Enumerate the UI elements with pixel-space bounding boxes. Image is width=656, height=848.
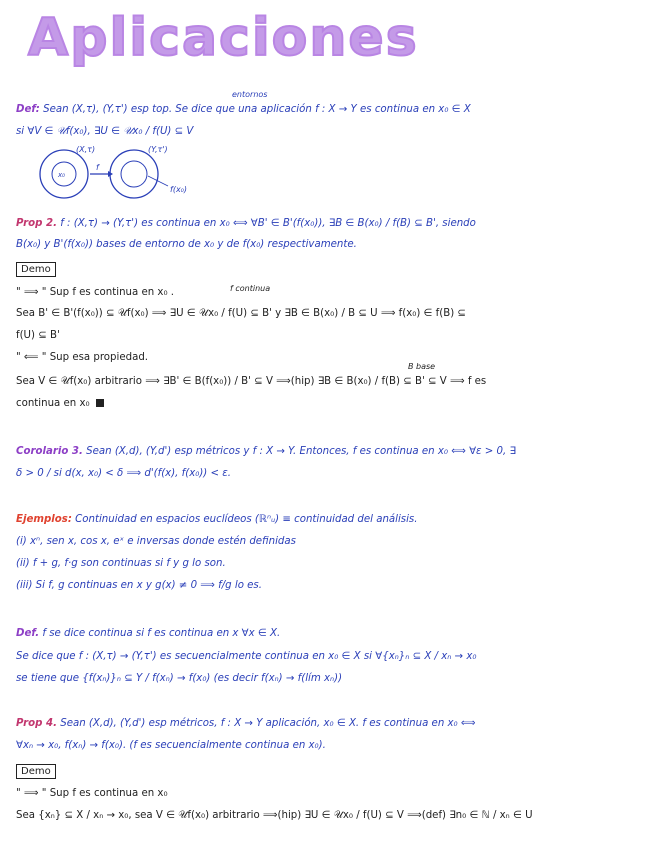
diagram-label-map: f [96,163,99,172]
ejemplos-line3: (ii) f + g, f·g son continuas si f y g lo son. [16,558,226,569]
continuity-diagram [30,142,230,202]
ejemplos-line2: (i) xⁿ, sen x, cos x, eˣ e inversas donde estén definidas [16,536,296,547]
demo2-line2: Sea {xₙ} ⊆ X / xₙ → x₀, sea V ∈ 𝒰f(x₀) arbitrario ⟹(hip) ∃U ∈ 𝒰x₀ / f(U) ⊆ V ⟹(def) ∃n₀ ∈ ℕ / xₙ ∈ U [16,810,533,821]
prop2-line2: B(x₀) y B'(f(x₀)) bases de entorno de x₀ y de f(x₀) respectivamente. [16,239,357,250]
demo1-text6: continua en x₀ [16,398,90,409]
def2-line3: se tiene que {f(xₙ)}ₙ ⊆ Y / f(xₙ) → f(x₀) (es decir f(xₙ) → f(lím xₙ)) [16,673,343,684]
codomain-circle [110,150,158,198]
prop4-line2: ∀xₙ → x₀, f(xₙ) → f(x₀). (f es secuencialmente continua en x₀). [16,740,326,751]
def2-label: Def. [16,628,40,639]
ejemplos-text1: Continuidad en espacios euclídeos (ℝⁿᵤ) ≡ continuidad del análisis. [75,514,418,525]
demo1-box: Demo [16,262,56,277]
annotation-entornos: entornos [232,90,268,99]
demo1-line1: " ⟹ " Sup f es continua en x₀ . [16,287,175,298]
def1-label: Def: [16,104,40,115]
ejemplos-line1 [16,514,417,527]
demo1-line6 [16,398,104,411]
cor3-text1: Sean (X,d), (Y,d') esp métricos y f : X → Y. Entonces, f es continua en x₀ ⟺ ∀ε > 0, ∃ [86,446,516,457]
demo2-line1: " ⟹ " Sup f es continua en x₀ [16,788,168,799]
cor3-line1 [16,446,516,459]
def2-line2: Se dice que f : (X,τ) → (Y,τ') es secuencialmente continua en x₀ ∈ X si ∀{xₙ}ₙ ⊆ X / xₙ → x₀ [16,651,477,662]
page-title: Aplicaciones [28,8,419,68]
def1-line2: si ∀V ∈ 𝒰f(x₀), ∃U ∈ 𝒰x₀ / f(U) ⊆ V [16,126,194,137]
ejemplos-line4: (iii) Si f, g continuas en x y g(x) ≠ 0 ⟹ f/g lo es. [16,580,262,591]
prop4-text1: Sean (X,d), (Y,d') esp métricos, f : X → Y aplicación, x₀ ∈ X. f es continua en x₀ ⟺ [60,718,476,729]
def2-line1 [16,628,280,641]
annotation-b-base: B base [408,362,436,371]
demo1-line4: " ⟸ " Sup esa propiedad. [16,352,149,363]
cor3-line2: δ > 0 / si d(x, x₀) < δ ⟹ d'(f(x), f(x₀)) < ε. [16,468,232,479]
ejemplos-label: Ejemplos: [16,514,72,525]
codomain-neighborhood [121,161,147,187]
def1-text1: Sean (X,τ), (Y,τ') esp top. Se dice que una aplicación f : X → Y es continua en x₀ ∈ X [43,104,471,115]
demo1-line2: Sea B' ∈ B'(f(x₀)) ⊆ 𝒰f(x₀) ⟹ ∃U ∈ 𝒰x₀ / f(U) ⊆ B' y ∃B ∈ B(x₀) / B ⊆ U ⟹ f(x₀) ∈ f(B) ⊆ [16,308,466,319]
prop2-text1: f : (X,τ) → (Y,τ') es continua en x₀ ⟺ ∀B' ∈ B'(f(x₀)), ∃B ∈ B(x₀) / f(B) ⊆ B', siendo [60,218,476,229]
demo1-line3: f(U) ⊆ B' [16,330,60,341]
def2-text1: f se dice continua si f es continua en x ∀x ∈ X. [42,628,281,639]
qed-square-icon [96,399,104,407]
demo1-line5: Sea V ∈ 𝒰f(x₀) arbitrario ⟹ ∃B' ∈ B(f(x₀)) / B' ⊆ V ⟹(hip) ∃B ∈ B(x₀) / f(B) ⊆ B' ⊆ V ⟹ f es [16,376,487,387]
diagram-label-domain: (X,τ) [76,145,96,154]
prop2-label: Prop 2. [16,218,57,229]
prop2-line1 [16,218,476,231]
demo2-box: Demo [16,764,56,779]
diagram-label-codomain: (Y,τ') [148,145,168,154]
prop4-label: Prop 4. [16,718,57,729]
diagram-label-fx0: f(x₀) [170,185,187,194]
diagram-label-x0: x₀ [58,171,65,179]
prop4-line1 [16,718,475,731]
cor3-label: Corolario 3. [16,446,83,457]
def1-line1 [16,104,471,117]
annotation-f-continua: f continua [230,284,271,293]
